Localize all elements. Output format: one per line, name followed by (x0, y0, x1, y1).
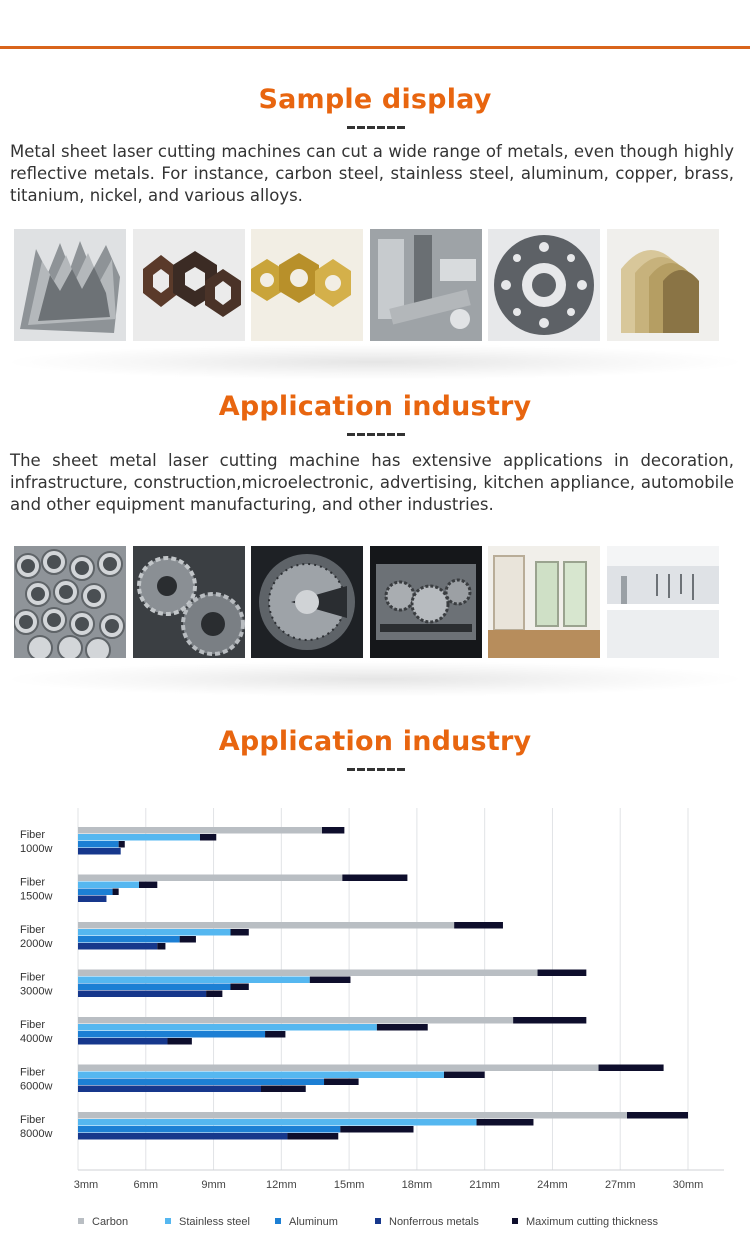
top-divider (0, 46, 750, 49)
category-label: Fiber (20, 1114, 46, 1126)
category-label: 6000w (20, 1080, 53, 1093)
bar-stainless-steel (78, 1119, 477, 1126)
bar-max-cutting-thickness (139, 882, 157, 889)
x-tick-label: 15mm (333, 1179, 365, 1191)
bar-max-cutting-thickness (261, 1086, 306, 1093)
cut-steel-parts-photo (14, 229, 126, 341)
category-label: Fiber (20, 924, 46, 936)
category-label: 3000w (20, 985, 53, 998)
bar-max-cutting-thickness (157, 943, 165, 950)
kitchen-photo (607, 546, 719, 658)
chart-legend (78, 1216, 659, 1228)
category-label: Fiber (20, 876, 46, 889)
legend-swatch (78, 1218, 84, 1224)
hex-nuts-dark-photo (133, 229, 245, 341)
x-tick-label: 6mm (133, 1179, 159, 1191)
legend-swatch (512, 1218, 518, 1224)
industry-gallery (14, 546, 718, 658)
bar-carbon (78, 1112, 627, 1119)
title-dash-divider (347, 433, 405, 436)
bar-max-cutting-thickness (322, 827, 344, 834)
x-tick-label: 21mm (469, 1179, 500, 1191)
bar-max-cutting-thickness (377, 1024, 428, 1031)
bar-stainless-steel (78, 977, 310, 984)
bar-stainless-steel (78, 834, 200, 841)
x-tick-label: 12mm (266, 1179, 297, 1191)
bar-nonferrous-metals (78, 943, 157, 950)
bar-max-cutting-thickness (477, 1119, 534, 1126)
bar-stainless-steel (78, 1072, 444, 1079)
category-label: 1000w (20, 843, 53, 855)
sample-description: Metal sheet laser cutting machines can cut a wide range of metals, even though highly reflective metals. For instance, carbon steel, stainless steel, aluminum, copper, brass, titanium, nickel, and various alloys. (10, 142, 734, 205)
bar-carbon (78, 827, 322, 834)
bar-stainless-steel (78, 929, 231, 936)
bar-max-cutting-thickness (627, 1112, 688, 1119)
bar-max-cutting-thickness (340, 1126, 413, 1133)
x-tick-label: 30mm (672, 1179, 704, 1191)
turbine-engine-photo (251, 546, 363, 658)
bar-max-cutting-thickness (119, 841, 125, 848)
bar-max-cutting-thickness (538, 970, 587, 977)
interior-doors-photo (488, 546, 600, 658)
bar-max-cutting-thickness (310, 977, 351, 984)
category-label: 2000w (20, 938, 53, 950)
steel-tubes-photo (370, 229, 482, 341)
chart-bars (78, 827, 688, 1140)
category-label: Fiber (20, 971, 46, 984)
bar-max-cutting-thickness (342, 875, 407, 882)
bar-aluminum (78, 984, 231, 991)
bar-max-cutting-thickness (180, 936, 196, 943)
sample-display-title: Sample display (258, 84, 492, 115)
bar-aluminum (78, 1031, 265, 1038)
bar-aluminum (78, 889, 113, 896)
legend-label: Maximum cutting thickness (526, 1216, 659, 1228)
gallery-shadow (0, 344, 750, 380)
legend-swatch (375, 1218, 381, 1224)
bar-stainless-steel (78, 1024, 377, 1031)
x-tick-label: 18mm (401, 1179, 433, 1191)
bar-nonferrous-metals (78, 1133, 287, 1140)
industry-description: The sheet metal laser cutting machine has extensive applications in decoration, infrastructure, construction,microelectronic, advertising, kitchen appliance, automobile and other equipment manufacturing, and other industries. (10, 451, 734, 514)
gallery-shadow (0, 661, 750, 697)
bar-max-cutting-thickness (287, 1133, 338, 1140)
bar-nonferrous-metals (78, 896, 106, 903)
bar-max-cutting-thickness (231, 929, 249, 936)
bar-max-cutting-thickness (231, 984, 249, 991)
bar-max-cutting-thickness (167, 1038, 191, 1045)
bar-max-cutting-thickness (206, 991, 222, 998)
category-label: 8000w (20, 1128, 53, 1140)
category-label: 1500w (20, 890, 53, 903)
legend-swatch (275, 1218, 281, 1224)
bar-aluminum (78, 936, 180, 943)
bar-max-cutting-thickness (513, 1017, 586, 1024)
bar-max-cutting-thickness (113, 889, 119, 896)
aluminum-pipes-photo (14, 546, 126, 658)
bar-max-cutting-thickness (324, 1079, 359, 1086)
category-label: Fiber (20, 1019, 46, 1031)
bar-carbon (78, 1065, 599, 1072)
bar-max-cutting-thickness (265, 1031, 285, 1038)
category-label: Fiber (20, 829, 46, 841)
bar-nonferrous-metals (78, 848, 121, 855)
x-tick-label: 9mm (201, 1179, 226, 1191)
bar-stainless-steel (78, 882, 139, 889)
bar-carbon (78, 970, 538, 977)
legend-label: Stainless steel (179, 1216, 250, 1228)
gear-disc-photo (488, 229, 600, 341)
legend-label: Nonferrous metals (389, 1216, 479, 1228)
bar-nonferrous-metals (78, 1038, 167, 1045)
category-label: Fiber (20, 1066, 46, 1079)
chart-x-tick-labels (74, 1179, 704, 1191)
bar-max-cutting-thickness (444, 1072, 485, 1079)
bar-nonferrous-metals (78, 991, 206, 998)
bar-max-cutting-thickness (200, 834, 216, 841)
x-tick-label: 27mm (604, 1179, 636, 1191)
x-tick-label: 24mm (537, 1179, 568, 1191)
bar-max-cutting-thickness (599, 1065, 664, 1072)
gear-machinery-photo (133, 546, 245, 658)
x-tick-label: 3mm (73, 1179, 99, 1191)
bar-nonferrous-metals (78, 1086, 261, 1093)
legend-label: Carbon (92, 1216, 129, 1228)
legend-label: Aluminum (289, 1216, 338, 1228)
industry-title: Application industry (218, 391, 532, 422)
bar-carbon (78, 875, 342, 882)
bar-aluminum (78, 1126, 340, 1133)
brass-arches-photo (607, 229, 719, 341)
category-label: 4000w (20, 1033, 53, 1045)
chart-section-title: Application industry (218, 726, 532, 757)
gearbox-photo (370, 546, 482, 658)
sample-gallery (14, 229, 718, 341)
brass-hex-nuts-photo (251, 229, 363, 341)
chart-category-labels (20, 829, 52, 1140)
bar-aluminum (78, 841, 119, 848)
bar-aluminum (78, 1079, 324, 1086)
bar-carbon (78, 922, 454, 929)
bar-carbon (78, 1017, 513, 1024)
title-dash-divider (347, 768, 405, 771)
legend-swatch (165, 1218, 171, 1224)
title-dash-divider (347, 126, 405, 129)
bar-max-cutting-thickness (454, 922, 503, 929)
cutting-thickness-chart (0, 800, 750, 1250)
